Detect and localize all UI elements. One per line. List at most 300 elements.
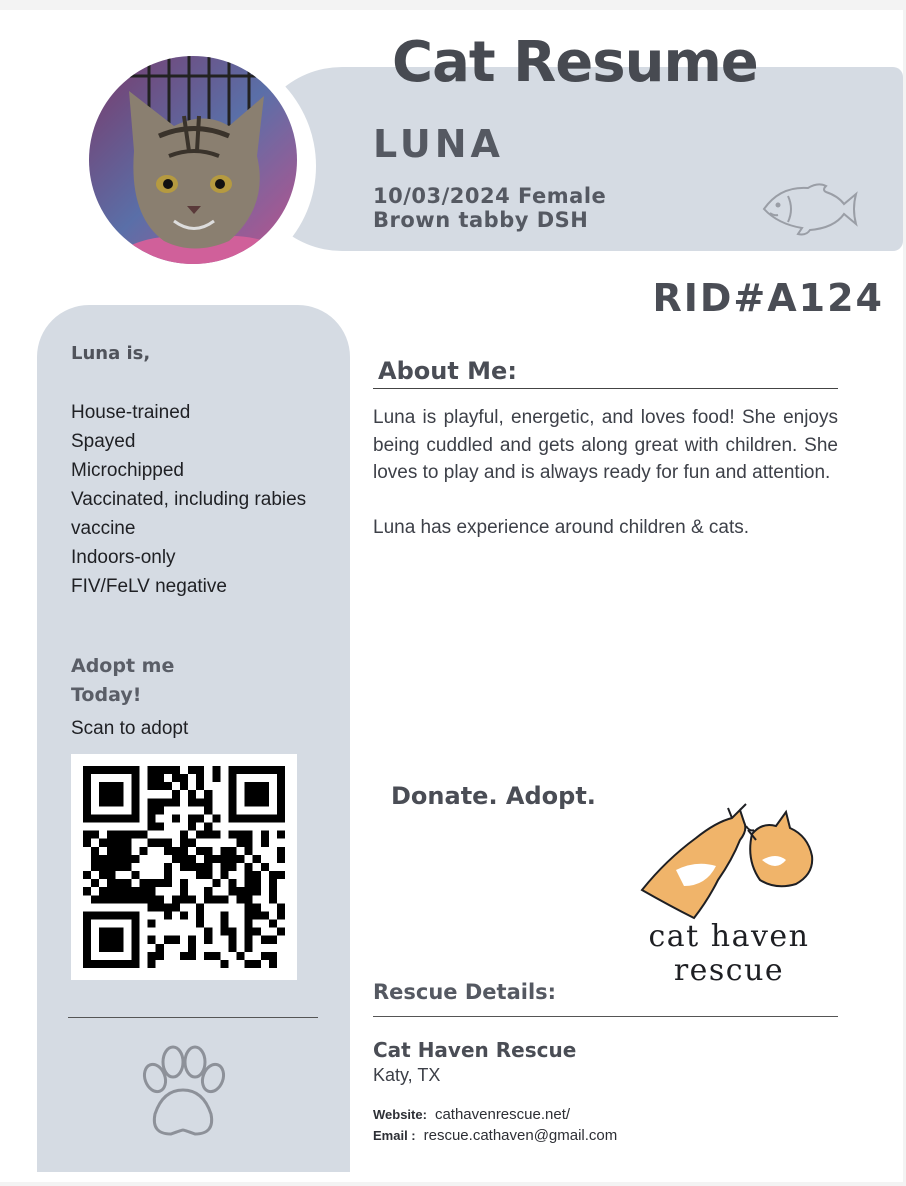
qr-module [228, 782, 236, 790]
qr-module [115, 911, 123, 919]
qr-module [83, 944, 91, 952]
qr-module [277, 871, 285, 879]
cat-breed: Brown tabby DSH [373, 208, 589, 232]
qr-module [261, 911, 269, 919]
qr-module [115, 831, 123, 839]
qr-module [172, 790, 180, 798]
qr-module [83, 839, 91, 847]
qr-module [228, 814, 236, 822]
qr-module [212, 895, 220, 903]
qr-module [115, 928, 123, 936]
qr-module [164, 871, 172, 879]
qr-module [107, 928, 115, 936]
about-text [373, 404, 838, 568]
qr-module [220, 895, 228, 903]
qr-module [91, 863, 99, 871]
qr-module [83, 928, 91, 936]
qr-code[interactable] [71, 754, 297, 980]
qr-module [99, 911, 107, 919]
qr-module [83, 790, 91, 798]
qr-module [277, 903, 285, 911]
qr-module [180, 847, 188, 855]
cat-birth-sex: 10/03/2024 Female [373, 184, 607, 208]
qr-module [131, 895, 139, 903]
qr-module [156, 903, 164, 911]
qr-module [245, 814, 253, 822]
qr-module [115, 895, 123, 903]
org-location: Katy, TX [373, 1065, 441, 1085]
qr-module [83, 920, 91, 928]
website-link[interactable]: cathavenrescue.net/ [434, 1106, 571, 1123]
qr-module [148, 952, 156, 960]
qr-module [228, 887, 236, 895]
qr-module [204, 895, 212, 903]
qr-module [107, 831, 115, 839]
qr-module [253, 911, 261, 919]
qr-module [253, 903, 261, 911]
qr-module [172, 895, 180, 903]
qr-module [99, 863, 107, 871]
qr-module [277, 855, 285, 863]
qr-module [123, 766, 131, 774]
qr-module [123, 887, 131, 895]
qr-module [91, 766, 99, 774]
qr-module [83, 782, 91, 790]
qr-module [228, 936, 236, 944]
qr-module [140, 847, 148, 855]
qr-module [220, 911, 228, 919]
qr-module [83, 960, 91, 968]
qr-module [172, 774, 180, 782]
traits-list [71, 398, 331, 601]
qr-module [188, 895, 196, 903]
website-row [373, 1106, 570, 1123]
about-paragraph: Luna has experience around children & cats. [373, 516, 750, 538]
qr-module [156, 952, 164, 960]
qr-module [148, 774, 156, 782]
sidebar-divider [68, 1017, 318, 1018]
qr-module [245, 847, 253, 855]
qr-module [204, 831, 212, 839]
qr-module [140, 831, 148, 839]
qr-module [228, 863, 236, 871]
qr-module [148, 936, 156, 944]
qr-module [228, 944, 236, 952]
qr-module [188, 790, 196, 798]
qr-module [196, 774, 204, 782]
qr-module [115, 855, 123, 863]
qr-module [237, 887, 245, 895]
qr-module [107, 863, 115, 871]
list-item: Microchipped [71, 460, 184, 481]
qr-module [220, 855, 228, 863]
qr-module [99, 887, 107, 895]
qr-module [164, 936, 172, 944]
qr-module [156, 839, 164, 847]
qr-module [212, 879, 220, 887]
qr-module [123, 960, 131, 968]
qr-module [123, 911, 131, 919]
qr-module [115, 790, 123, 798]
qr-module [148, 887, 156, 895]
qr-module [269, 766, 277, 774]
qr-module [140, 895, 148, 903]
qr-module [261, 814, 269, 822]
qr-module [277, 798, 285, 806]
qr-module [204, 936, 212, 944]
qr-module [245, 920, 253, 928]
qr-module [220, 863, 228, 871]
qr-module [204, 952, 212, 960]
qr-module [245, 871, 253, 879]
qr-module [115, 879, 123, 887]
qr-module [245, 944, 253, 952]
qr-module [180, 782, 188, 790]
qr-module [228, 766, 236, 774]
qr-module [172, 847, 180, 855]
qr-module [204, 847, 212, 855]
qr-module [228, 831, 236, 839]
qr-module [228, 798, 236, 806]
qr-module [131, 920, 139, 928]
qr-module [107, 895, 115, 903]
qr-module [237, 839, 245, 847]
qr-module [245, 782, 253, 790]
qr-module [253, 887, 261, 895]
qr-module [253, 798, 261, 806]
qr-module [204, 887, 212, 895]
qr-module [83, 798, 91, 806]
qr-module [91, 895, 99, 903]
qr-module [245, 960, 253, 968]
qr-module [277, 928, 285, 936]
qr-module [83, 887, 91, 895]
qr-module [253, 790, 261, 798]
qr-module [107, 879, 115, 887]
qr-module [156, 782, 164, 790]
qr-module [245, 936, 253, 944]
paw-icon [133, 1042, 233, 1142]
qr-module [107, 960, 115, 968]
scan-text: Scan to adopt [71, 718, 189, 739]
qr-module [172, 798, 180, 806]
cat-name: LUNA [373, 122, 504, 166]
about-heading: About Me: [378, 357, 517, 385]
qr-module [228, 790, 236, 798]
qr-module [196, 920, 204, 928]
qr-module [164, 782, 172, 790]
qr-module [99, 855, 107, 863]
qr-module [164, 847, 172, 855]
qr-module [115, 782, 123, 790]
qr-module [115, 766, 123, 774]
qr-module [131, 831, 139, 839]
qr-module [156, 823, 164, 831]
qr-module [237, 895, 245, 903]
qr-module [123, 814, 131, 822]
qr-module [245, 798, 253, 806]
qr-module [123, 863, 131, 871]
qr-module [261, 782, 269, 790]
qr-module [83, 952, 91, 960]
qr-module [107, 871, 115, 879]
qr-module [148, 920, 156, 928]
qr-module [148, 782, 156, 790]
qr-module [107, 814, 115, 822]
qr-module [123, 895, 131, 903]
qr-module [196, 814, 204, 822]
qr-module [83, 871, 91, 879]
qr-module [131, 855, 139, 863]
list-item: Indoors-only [71, 547, 176, 568]
qr-module [204, 871, 212, 879]
qr-module [123, 831, 131, 839]
qr-module [204, 928, 212, 936]
qr-module [253, 960, 261, 968]
qr-module [140, 887, 148, 895]
qr-module [148, 879, 156, 887]
qr-module [83, 774, 91, 782]
qr-module [269, 952, 277, 960]
qr-module [107, 855, 115, 863]
qr-module [115, 863, 123, 871]
qr-module [180, 831, 188, 839]
qr-module [245, 839, 253, 847]
qr-module [228, 928, 236, 936]
qr-module [212, 814, 220, 822]
qr-module [196, 871, 204, 879]
qr-module [188, 766, 196, 774]
qr-module [164, 903, 172, 911]
qr-module [253, 928, 261, 936]
qr-module [148, 960, 156, 968]
qr-module [164, 839, 172, 847]
qr-module [172, 903, 180, 911]
qr-module [245, 903, 253, 911]
qr-module [269, 879, 277, 887]
email-label: Email : [373, 1128, 416, 1143]
qr-module [131, 944, 139, 952]
qr-module [188, 944, 196, 952]
qr-module [131, 871, 139, 879]
qr-module [107, 766, 115, 774]
qr-module [91, 847, 99, 855]
qr-module [99, 871, 107, 879]
qr-module [83, 831, 91, 839]
qr-module [131, 790, 139, 798]
qr-module [212, 952, 220, 960]
qr-module [188, 823, 196, 831]
qr-module [156, 806, 164, 814]
qr-module [123, 855, 131, 863]
qr-module [245, 879, 253, 887]
qr-module [261, 839, 269, 847]
about-paragraph: Luna is playful, energetic, and loves food! She enjoys being cuddled and gets along great with children. She loves to play and is always ready for fun and attention. [373, 407, 838, 483]
qr-module [91, 960, 99, 968]
qr-module [164, 798, 172, 806]
qr-module [220, 920, 228, 928]
qr-module [180, 895, 188, 903]
qr-module [99, 798, 107, 806]
qr-module [204, 798, 212, 806]
rescue-logo-text [620, 920, 838, 988]
qr-module [107, 887, 115, 895]
qr-module [269, 871, 277, 879]
qr-module [164, 863, 172, 871]
org-name: Cat Haven Rescue [373, 1038, 577, 1062]
qr-module [245, 863, 253, 871]
qr-module [83, 766, 91, 774]
qr-module [156, 798, 164, 806]
qr-module [115, 936, 123, 944]
qr-module [131, 887, 139, 895]
qr-module [131, 814, 139, 822]
qr-module [277, 806, 285, 814]
qr-module [131, 928, 139, 936]
qr-module [131, 798, 139, 806]
qr-module [83, 936, 91, 944]
qr-module [204, 823, 212, 831]
qr-module [220, 847, 228, 855]
qr-module [180, 952, 188, 960]
qr-module [220, 928, 228, 936]
qr-module [156, 879, 164, 887]
qr-module [188, 952, 196, 960]
qr-module [261, 863, 269, 871]
rescue-divider [373, 1016, 838, 1017]
qr-module [237, 952, 245, 960]
qr-module [107, 847, 115, 855]
qr-module [204, 863, 212, 871]
qr-module [123, 839, 131, 847]
traits-heading: Luna is, [71, 343, 151, 364]
qr-module [196, 903, 204, 911]
qr-module [131, 782, 139, 790]
qr-module [131, 774, 139, 782]
qr-module [99, 790, 107, 798]
qr-module [156, 895, 164, 903]
qr-module [204, 806, 212, 814]
qr-module [180, 774, 188, 782]
qr-module [277, 831, 285, 839]
logo-line: cat haven [648, 919, 810, 954]
qr-module [269, 920, 277, 928]
qr-module [115, 960, 123, 968]
qr-module [107, 798, 115, 806]
qr-module [196, 831, 204, 839]
qr-module [148, 903, 156, 911]
qr-module [99, 960, 107, 968]
qr-module [99, 895, 107, 903]
qr-module [277, 782, 285, 790]
cat-photo [89, 56, 297, 264]
qr-module [237, 766, 245, 774]
rescue-id: RID#A124 [652, 276, 884, 320]
qr-module [180, 911, 188, 919]
qr-module [212, 855, 220, 863]
qr-module [220, 960, 228, 968]
qr-module [115, 798, 123, 806]
qr-module [99, 944, 107, 952]
qr-module [269, 895, 277, 903]
qr-module [261, 766, 269, 774]
about-divider [373, 388, 838, 389]
website-label: Website: [373, 1107, 427, 1122]
qr-module [115, 839, 123, 847]
qr-module [277, 790, 285, 798]
qr-module [180, 879, 188, 887]
qr-module [99, 782, 107, 790]
qr-module [83, 806, 91, 814]
qr-module [107, 839, 115, 847]
list-item: House-trained [71, 402, 191, 423]
rescue-logo-icon [636, 800, 826, 930]
fish-icon [760, 178, 860, 240]
qr-module [245, 911, 253, 919]
qr-module [269, 887, 277, 895]
qr-module [277, 911, 285, 919]
qr-module [188, 855, 196, 863]
qr-module [148, 823, 156, 831]
qr-module [253, 879, 261, 887]
qr-module [196, 863, 204, 871]
qr-module [253, 766, 261, 774]
qr-module [180, 855, 188, 863]
qr-module [172, 814, 180, 822]
qr-module [115, 887, 123, 895]
qr-module [172, 855, 180, 863]
qr-module [269, 936, 277, 944]
qr-module [277, 847, 285, 855]
list-item: FIV/FeLV negative [71, 576, 227, 597]
qr-module [107, 911, 115, 919]
qr-module [228, 806, 236, 814]
qr-module [212, 774, 220, 782]
qr-module [180, 887, 188, 895]
adopt-heading: Adopt me Today! [71, 655, 175, 706]
qr-module [253, 782, 261, 790]
qr-module [269, 960, 277, 968]
qr-module [261, 790, 269, 798]
qr-module [253, 871, 261, 879]
qr-module [131, 936, 139, 944]
qr-module [131, 766, 139, 774]
qr-module [123, 847, 131, 855]
qr-module [245, 928, 253, 936]
qr-module [220, 871, 228, 879]
qr-module [148, 814, 156, 822]
email-link[interactable]: rescue.cathaven@gmail.com [423, 1127, 618, 1144]
qr-module [148, 839, 156, 847]
qr-module [156, 944, 164, 952]
qr-module [228, 847, 236, 855]
qr-module [245, 766, 253, 774]
qr-module [140, 879, 148, 887]
qr-module [99, 766, 107, 774]
qr-module [253, 855, 261, 863]
qr-module [164, 766, 172, 774]
qr-module [253, 814, 261, 822]
qr-module [196, 847, 204, 855]
qr-module [261, 831, 269, 839]
qr-module [99, 814, 107, 822]
qr-module [228, 855, 236, 863]
qr-module [228, 774, 236, 782]
qr-module [204, 790, 212, 798]
qr-module [107, 944, 115, 952]
qr-module [237, 831, 245, 839]
list-item: Spayed [71, 431, 136, 452]
